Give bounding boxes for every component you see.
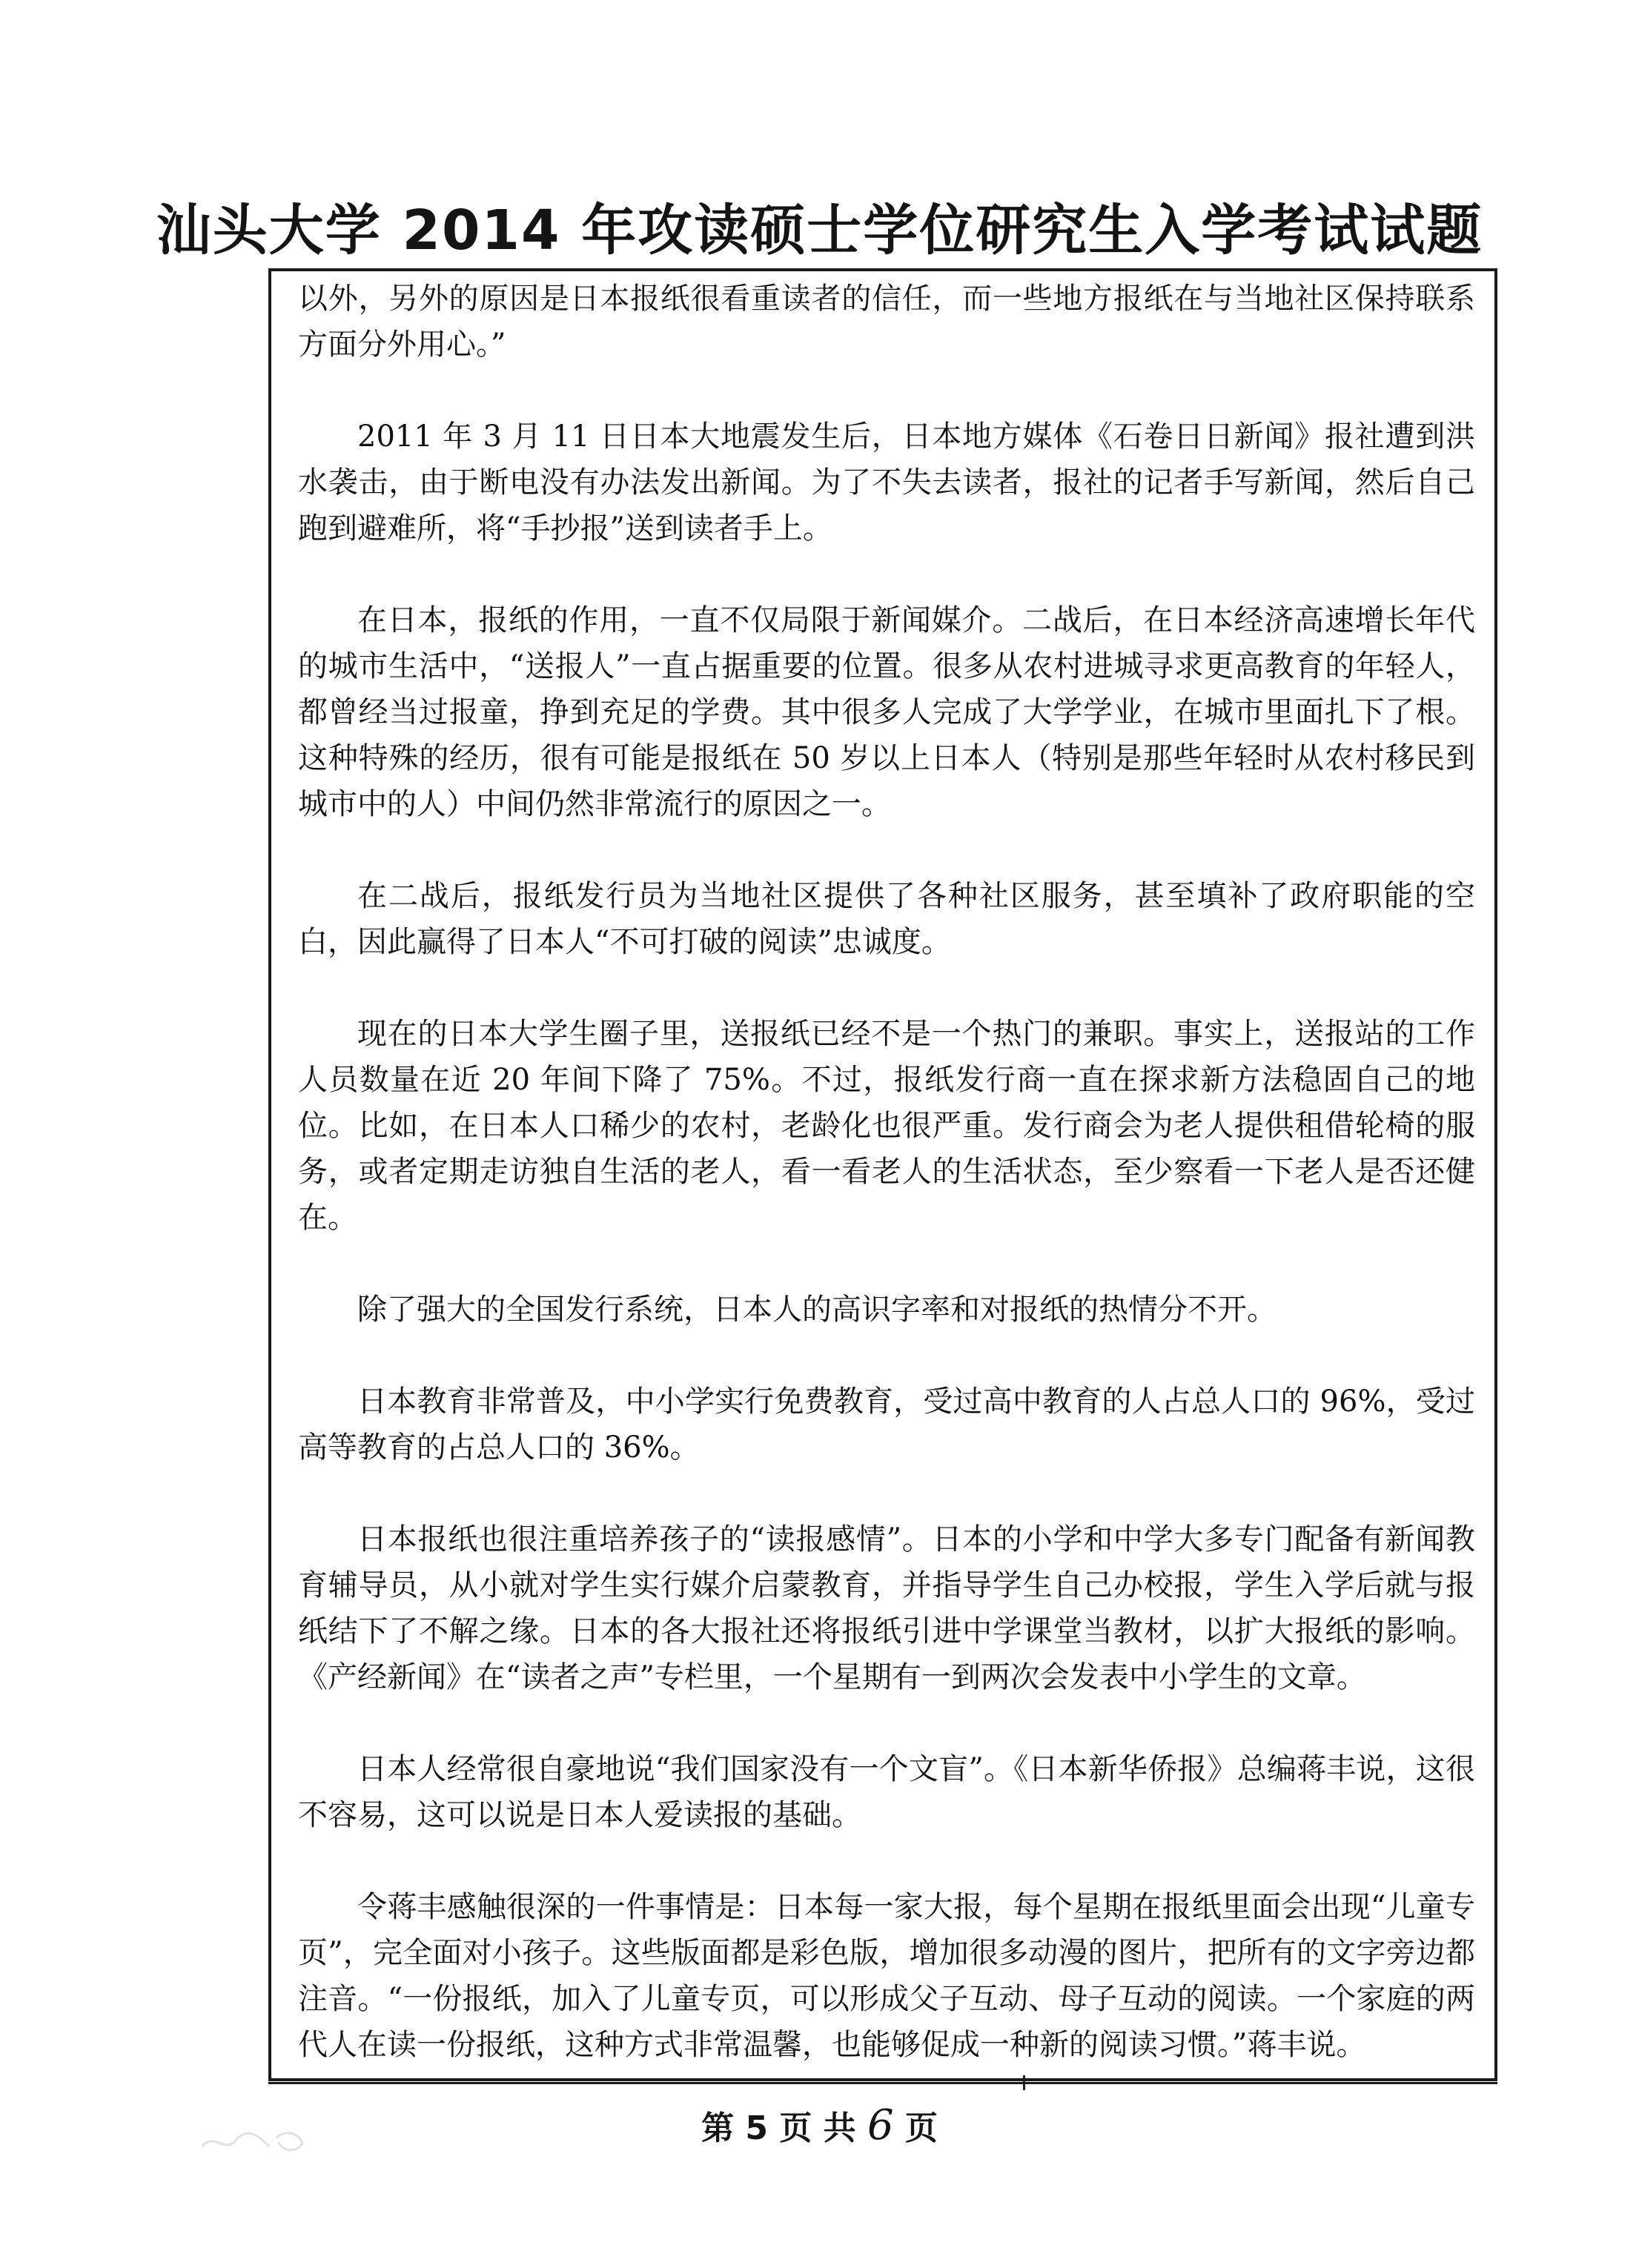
- paragraph-10: 令蒋丰感触很深的一件事情是：日本每一家大报，每个星期在报纸里面会出现“儿童专页”，完全面对小孩子。这些版面都是彩色版，增加很多动漫的图片，把所有的文字旁边都注音。“一份报纸，加入了儿童专页，可以形成父子互动、母子互动的阅读。一个家庭的两代人在读一份报纸，这种方式非常温馨，也能够促成一种新的阅读习惯。”蒋丰说。: [298, 1890, 1475, 2062]
- paragraph-1: 以外，另外的原因是日本报纸很看重读者的信任，而一些地方报纸在与当地社区保持联系方面分外用心。”: [298, 282, 1475, 362]
- page-number-prefix: 第 5 页 共: [701, 2109, 867, 2147]
- paragraph-6: 除了强大的全国发行系统，日本人的高识字率和对报纸的热情分不开。: [357, 1293, 1277, 1327]
- paragraph-3: 在日本，报纸的作用，一直不仅局限于新闻媒介。二战后，在日本经济高速增长年代的城市生活中，“送报人”一直占据重要的位置。很多从农村进城寻求更高教育的年轻人，都曾经当过报童，挣到充足的学费。其中很多人完成了大学学业，在城市里面扎下了根。这种特殊的经历，很有可能是报纸在 50 岁以上日本人（特别是那些年轻时从农村移民到城市中的人）中间仍然非常流行的原因之一。: [298, 603, 1475, 821]
- paragraph-8: 日本报纸也很注重培养孩子的“读报感情”。日本的小学和中学大多专门配备有新闻教育辅导员，从小就对学生实行媒介启蒙教育，并指导学生自己办校报，学生入学后就与报纸结下了不解之缘。日本的各大报社还将报纸引进中学课堂当教材，以扩大报纸的影响。《产经新闻》在“读者之声”专栏里，一个星期有一到两次会发表中小学生的文章。: [298, 1522, 1475, 1694]
- paragraph-2: 2011 年 3 月 11 日日本大地震发生后，日本地方媒体《石卷日日新闻》报社遭到洪水袭击，由于断电没有办法发出新闻。为了不失去读者，报社的记者手写新闻，然后自己跑到避难所，将“手抄报”送到读者手上。: [298, 420, 1475, 546]
- paragraph-9: 日本人经常很自豪地说“我们国家没有一个文盲”。《日本新华侨报》总编蒋丰说，这很不容易，这可以说是日本人爱读报的基础。: [298, 1752, 1475, 1832]
- exam-title: 汕头大学 2014 年攻读硕士学位研究生入学考试试题: [156, 199, 1483, 262]
- paragraph-5: 现在的日本大学生圈子里，送报纸已经不是一个热门的兼职。事实上，送报站的工作人员数量在近 20 年间下降了 75%。不过，报纸发行商一直在探求新方法稳固自己的地位。比如，在日本人口稀少的农村，老龄化也很严重。发行商会为老人提供租借轮椅的服务，或者定期走访独自生活的老人，看一看老人的生活状态，至少察看一下老人是否还健在。: [298, 1017, 1475, 1235]
- page-total-handwritten: 6: [867, 2101, 894, 2149]
- passage-text: [298, 276, 1475, 2114]
- answer-box: [268, 268, 1497, 2081]
- pencil-smudge-mark: [199, 2124, 310, 2157]
- page-number-suffix: 页: [893, 2109, 938, 2147]
- box-tick-mark: [1023, 2075, 1025, 2090]
- paragraph-4: 在二战后，报纸发行员为当地社区提供了各种社区服务，甚至填补了政府职能的空白，因此赢得了日本人“不可打破的阅读”忠诚度。: [298, 879, 1475, 959]
- paragraph-7: 日本教育非常普及，中小学实行免费教育，受过高中教育的人占总人口的 96%，受过高等教育的占总人口的 36%。: [298, 1385, 1475, 1465]
